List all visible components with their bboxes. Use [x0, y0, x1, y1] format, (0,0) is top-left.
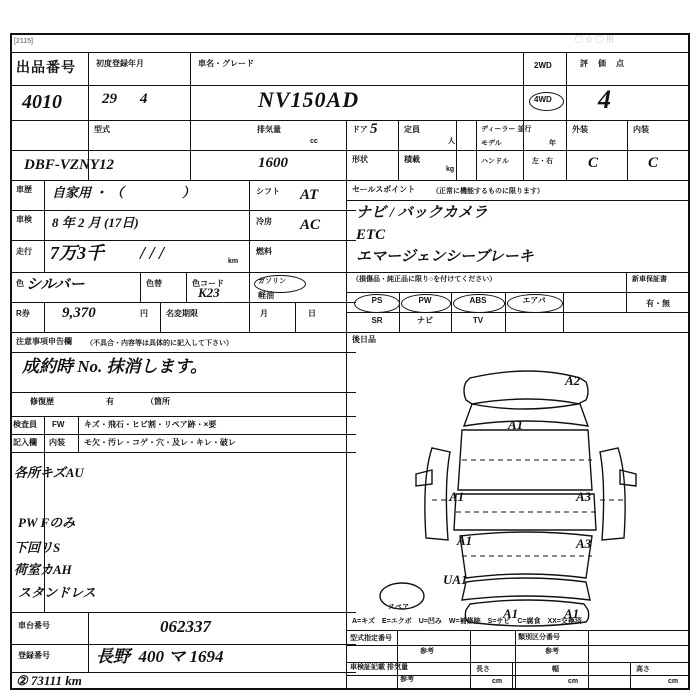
value-inspection: 8 年 2 月 (17日) — [52, 215, 139, 230]
line-v-512b — [512, 662, 513, 688]
value-notice-text: 成約時 No. 抹消します。 — [22, 357, 208, 376]
line-v-44b — [44, 302, 45, 332]
circle-abs — [453, 294, 505, 313]
circle-airbag — [507, 294, 563, 313]
label-exterior: 外装 — [572, 125, 588, 134]
label-pw: PW — [418, 296, 432, 305]
line-v-626 — [626, 272, 627, 312]
line-h-52 — [10, 52, 688, 53]
label-repair-yes: 有 — [106, 397, 114, 406]
label-fuel: 燃料 — [256, 247, 272, 256]
line-v-346d — [346, 612, 347, 688]
label-chassis-no: 車台番号 — [18, 621, 50, 630]
label-sr: SR — [371, 316, 383, 325]
line-h-210 — [10, 210, 356, 211]
label-month: 月 — [260, 309, 268, 318]
label-capacity: 定員 — [404, 125, 420, 134]
label-day: 日 — [308, 309, 316, 318]
label-sales-point: セールスポイント — [352, 185, 416, 194]
value-history: 自家用 ・ （ ） — [52, 185, 196, 200]
line-v-566 — [566, 52, 567, 180]
value-lot-no: 4010 — [22, 91, 62, 113]
unit-km: km — [228, 258, 239, 265]
label-length: 長さ — [476, 666, 490, 673]
unit-kg: kg — [446, 166, 455, 173]
line-v-88b — [88, 612, 89, 672]
value-first-reg-year: 29 — [102, 91, 117, 107]
sales-point-2: ETC — [356, 227, 386, 243]
sales-point-3: エマージェンシーブレーキ — [356, 249, 534, 265]
label-doors: ドア — [352, 125, 368, 134]
value-interior-grade: C — [648, 155, 659, 171]
label-registration-no: 登録番号 — [18, 651, 50, 660]
label-dealer-parallel: ディーラー 並行 — [481, 126, 532, 133]
label-diesel: 軽油 — [258, 291, 274, 300]
label-damage-note: （損傷品・純正品に限り○を付けてください） — [352, 276, 497, 283]
circle-pw — [401, 294, 451, 313]
label-vehicle-insp-exp: 車検証記載 排気量 — [350, 664, 408, 671]
line-v-470b — [470, 630, 471, 688]
line-v-627 — [627, 120, 628, 180]
value-r-ticket: 9,370 — [62, 305, 96, 321]
value-color-code: K23 — [198, 285, 220, 300]
border-left — [10, 33, 12, 688]
entry-note-4: 荷室カAH — [14, 562, 72, 577]
value-color: シルバー — [26, 277, 85, 293]
sheet-code: [2115] — [14, 38, 33, 45]
value-chassis-no: 062337 — [160, 617, 211, 636]
circle-ps — [354, 294, 400, 313]
label-score: 評 価 点 — [580, 59, 625, 68]
line-h-85 — [10, 85, 688, 86]
line-h-332 — [10, 332, 356, 333]
line-h-302 — [10, 302, 356, 303]
value-mileage-tail: / / / — [140, 243, 165, 263]
label-airbag: エアバ — [522, 296, 546, 305]
diagram-mark-a1-top: A1 — [508, 417, 524, 432]
circle-4wd — [529, 92, 564, 111]
label-displacement: 排気量 — [257, 125, 281, 134]
label-mileage: 走行 — [16, 247, 32, 256]
line-v-397b — [397, 630, 398, 688]
unit-cc: cc — [310, 138, 318, 145]
line-v-249 — [249, 180, 250, 302]
value-model-code: DBF-VZNY12 — [24, 157, 114, 173]
line-h-240 — [10, 240, 356, 241]
value-exterior-grade: C — [588, 155, 599, 171]
unit-nin: 人 — [448, 138, 455, 145]
line-v-515b — [515, 630, 516, 688]
label-year-col: 年 — [549, 140, 556, 147]
line-h-200 — [346, 200, 688, 201]
value-aircon: AC — [300, 217, 321, 233]
line-v-44 — [44, 180, 45, 272]
border-bottom — [10, 688, 690, 690]
label-lot-no: 出品番号 — [16, 59, 76, 75]
line-h-272 — [10, 272, 356, 273]
line-v-295 — [295, 302, 296, 332]
line-h-612 — [10, 612, 356, 613]
value-shift: AT — [300, 187, 319, 203]
entry-note-3: 下回リS — [14, 540, 61, 555]
unit-cm-2: cm — [568, 678, 579, 685]
label-sales-point-note: （正常に機能するものに限ります） — [432, 188, 544, 195]
line-v-160 — [160, 302, 161, 332]
diagram-mark-a1-front-right: A1 — [564, 606, 580, 621]
diagram-mark-a1-front-left: A1 — [503, 606, 519, 621]
label-inspector-items: キズ・飛石・ヒビ割・リペア跡・×要 — [84, 420, 217, 429]
label-load: 積載 — [404, 155, 420, 164]
entry-note-2: PW Fのみ — [18, 515, 76, 530]
label-height: 高さ — [636, 666, 650, 673]
line-h-150 — [10, 150, 688, 151]
diagram-mark-a3-right: A3 — [576, 489, 592, 504]
label-left-right: 左・右 — [532, 158, 553, 165]
label-tv: TV — [472, 316, 484, 325]
line-v-476 — [476, 120, 477, 180]
label-car-name-grade: 車名・グレード — [198, 59, 254, 68]
label-interior-col: 内装 — [49, 438, 65, 447]
label-2wd: 2WD — [534, 61, 552, 70]
line-h-120 — [10, 120, 688, 121]
line-h-452 — [10, 452, 356, 453]
label-shape: 形状 — [352, 155, 368, 164]
unit-cm-1: cm — [492, 678, 503, 685]
line-v-563 — [563, 292, 564, 332]
line-v-140 — [140, 272, 141, 302]
value-score: 4 — [598, 85, 611, 114]
label-notice-note: （不具合・内容等は具体的に記入して下さい） — [86, 340, 233, 347]
diagram-mark-a1-mid: A1 — [457, 533, 473, 548]
label-navi: ナビ — [417, 316, 433, 325]
label-color: 色 — [16, 279, 24, 288]
sales-point-1: ナビ / バックカメラ — [356, 205, 488, 221]
line-v-78 — [78, 416, 79, 452]
label-after-date: 後日品 — [352, 335, 376, 344]
line-h-416 — [10, 416, 356, 417]
line-v-456 — [456, 120, 457, 180]
label-repair-place: （箇所 — [146, 397, 170, 406]
diagram-mark-a3-low: A3 — [576, 536, 592, 551]
label-gasoline: ガソリン — [258, 278, 286, 285]
label-interior: 内装 — [633, 125, 649, 134]
line-v-44c — [44, 416, 45, 612]
label-history: 車歴 — [16, 185, 32, 194]
line-v-630b — [630, 662, 631, 688]
label-legend: A=キズ E=エクボ U=凹み W=補修跡 S=サビ C=腐食 XX=交換済 — [352, 618, 582, 625]
label-4wd: 4WD — [534, 95, 552, 104]
label-fw: FW — [52, 420, 65, 429]
value-doors: 5 — [370, 121, 378, 137]
line-h-644 — [10, 644, 356, 645]
label-entry-items: モ欠・汚レ・コゲ・穴・及レ・キレ・破レ — [84, 438, 236, 447]
label-color-code: 色コード — [192, 279, 224, 288]
line-h-332r — [346, 332, 688, 333]
value-first-reg-month: 4 — [140, 91, 148, 107]
label-ps: PS — [371, 296, 383, 305]
diagram-label-spare: スペア — [388, 604, 409, 611]
line-v-190 — [190, 52, 191, 180]
line-h-352 — [10, 352, 356, 353]
label-yen: 円 — [140, 309, 148, 318]
line-v-588b — [588, 630, 589, 688]
label-handle: ハンドル — [481, 158, 509, 165]
entry-note-5: スタンドレス — [18, 585, 96, 600]
line-h-392 — [10, 392, 356, 393]
line-h-312r — [346, 312, 688, 313]
entry-note-1: 各所キズAU — [14, 465, 84, 480]
value-car-name-grade: NV150AD — [258, 87, 360, 112]
top-right-faint: ◯ ☆ ◯ 用 — [575, 35, 614, 44]
label-repair-history: 修復歴 — [30, 397, 54, 406]
line-v-346b — [346, 180, 347, 332]
diagram-mark-a1-left: A1 — [449, 489, 465, 504]
label-ref3: 参考 — [400, 676, 414, 683]
line-v-186 — [186, 272, 187, 302]
label-ref2: 参考 — [545, 648, 559, 655]
diagram-mark-ua1: UA1 — [443, 572, 468, 587]
label-notice-title: 注意事項申告欄 — [16, 337, 72, 346]
label-width: 幅 — [552, 666, 559, 673]
unit-cm-3: cm — [668, 678, 679, 685]
label-r-ticket: R券 — [16, 309, 30, 318]
line-h-292r — [346, 292, 688, 293]
line-h-272r — [346, 272, 688, 273]
label-ref1: 参考 — [420, 648, 434, 655]
border-right — [688, 33, 690, 688]
label-aircon: 冷房 — [256, 217, 272, 226]
line-v-346 — [346, 120, 347, 180]
value-displacement: 1600 — [258, 155, 288, 171]
label-category-class: 類別区分番号 — [518, 634, 560, 641]
label-color-change: 色替 — [146, 279, 162, 288]
line-h-434 — [10, 434, 356, 435]
label-abs: ABS — [469, 296, 487, 305]
value-registration-no: 長野 400 マ 1694 — [96, 647, 224, 666]
line-v-249b — [249, 302, 250, 332]
value-mileage: 7万3千 — [50, 243, 104, 263]
line-v-523-top — [523, 52, 524, 120]
label-type-designation: 型式指定番号 — [350, 635, 392, 642]
line-v-398 — [398, 120, 399, 180]
diagram-mark-a2: A2 — [565, 373, 581, 388]
line-h-180 — [10, 180, 688, 181]
label-first-reg: 初度登録年月 — [96, 59, 144, 68]
label-model-code: 型式 — [94, 125, 110, 134]
label-warranty-yes-no: 有・無 — [646, 299, 670, 308]
line-v-346c — [346, 332, 347, 612]
label-model-col: モデル — [481, 140, 502, 147]
label-shift: シフト — [256, 187, 280, 196]
label-inspection: 車検 — [16, 215, 32, 224]
label-entry-col: 記入欄 — [13, 438, 37, 447]
label-name-change-deadline: 名変期限 — [166, 309, 198, 318]
label-new-car-warranty: 新車保証書 — [632, 276, 667, 283]
value-bottom-note: ② 73111 km — [16, 673, 82, 688]
label-inspector-col: 検査員 — [13, 420, 37, 429]
